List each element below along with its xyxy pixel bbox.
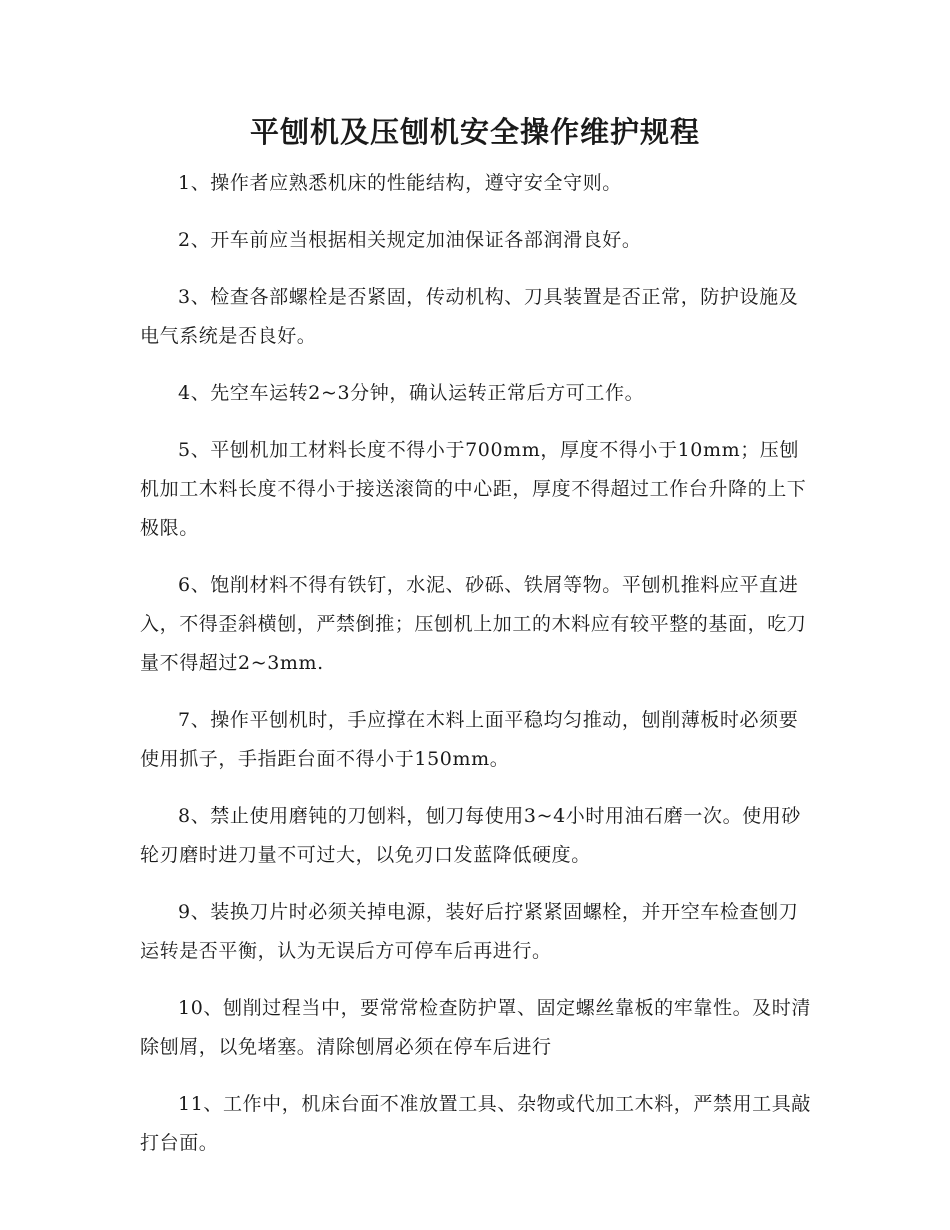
paragraph-9: 9、装换刀片时必须关掉电源，装好后拧紧紧固螺栓，并开空车检查刨刀运转是否平衡，认为无误后方可停车后再进行。 <box>140 901 799 962</box>
document-body <box>140 164 812 1181</box>
paragraph-6: 6、饱削材料不得有铁钉，水泥、砂砾、铁屑等物。平刨机推料应平直进入，不得歪斜横刨，严禁倒推；压刨机上加工的木料应有较平整的基面，吃刀量不得超过2~3mm. <box>140 574 807 674</box>
paragraph-3: 3、检查各部螺栓是否紧固，传动机构、刀具装置是否正常，防护设施及电气系统是否良好。 <box>140 286 799 347</box>
paragraph-7: 7、操作平刨机时，手应撑在木料上面平稳均匀推动，刨削薄板时必须要使用抓子，手指距台面不得小于150mm。 <box>140 709 799 770</box>
paragraph-10: 10、刨削过程当中，要常常检查防护罩、固定螺丝靠板的牢靠性。及时清除刨屑，以免堵塞。清除刨屑必须在停车后进行 <box>140 997 811 1058</box>
paragraph-1: 1、操作者应熟悉机床的性能结构，遵守安全守则。 <box>178 172 622 194</box>
paragraph-8: 8、禁止使用磨钝的刀刨料，刨刀每使用3~4小时用油石磨一次。使用砂轮刃磨时进刀量不可过大，以免刃口发蓝降低硬度。 <box>140 805 801 866</box>
paragraph-4: 4、先空车运转2~3分钟，确认运转正常后方可工作。 <box>178 382 645 404</box>
paragraph-5: 5、平刨机加工材料长度不得小于700mm，厚度不得小于10mm；压刨机加工木料长度不得小于接送滚筒的中心距，厚度不得超过工作台升降的上下极限。 <box>140 439 807 539</box>
paragraph-11: 11、工作中，机床台面不准放置工具、杂物或代加工木料，严禁用工具敲打台面。 <box>140 1093 811 1154</box>
document-title: 平刨机及压刨机安全操作维护规程 <box>249 115 700 149</box>
paragraph-2: 2、开车前应当根据相关规定加油保证各部润滑良好。 <box>178 229 642 251</box>
